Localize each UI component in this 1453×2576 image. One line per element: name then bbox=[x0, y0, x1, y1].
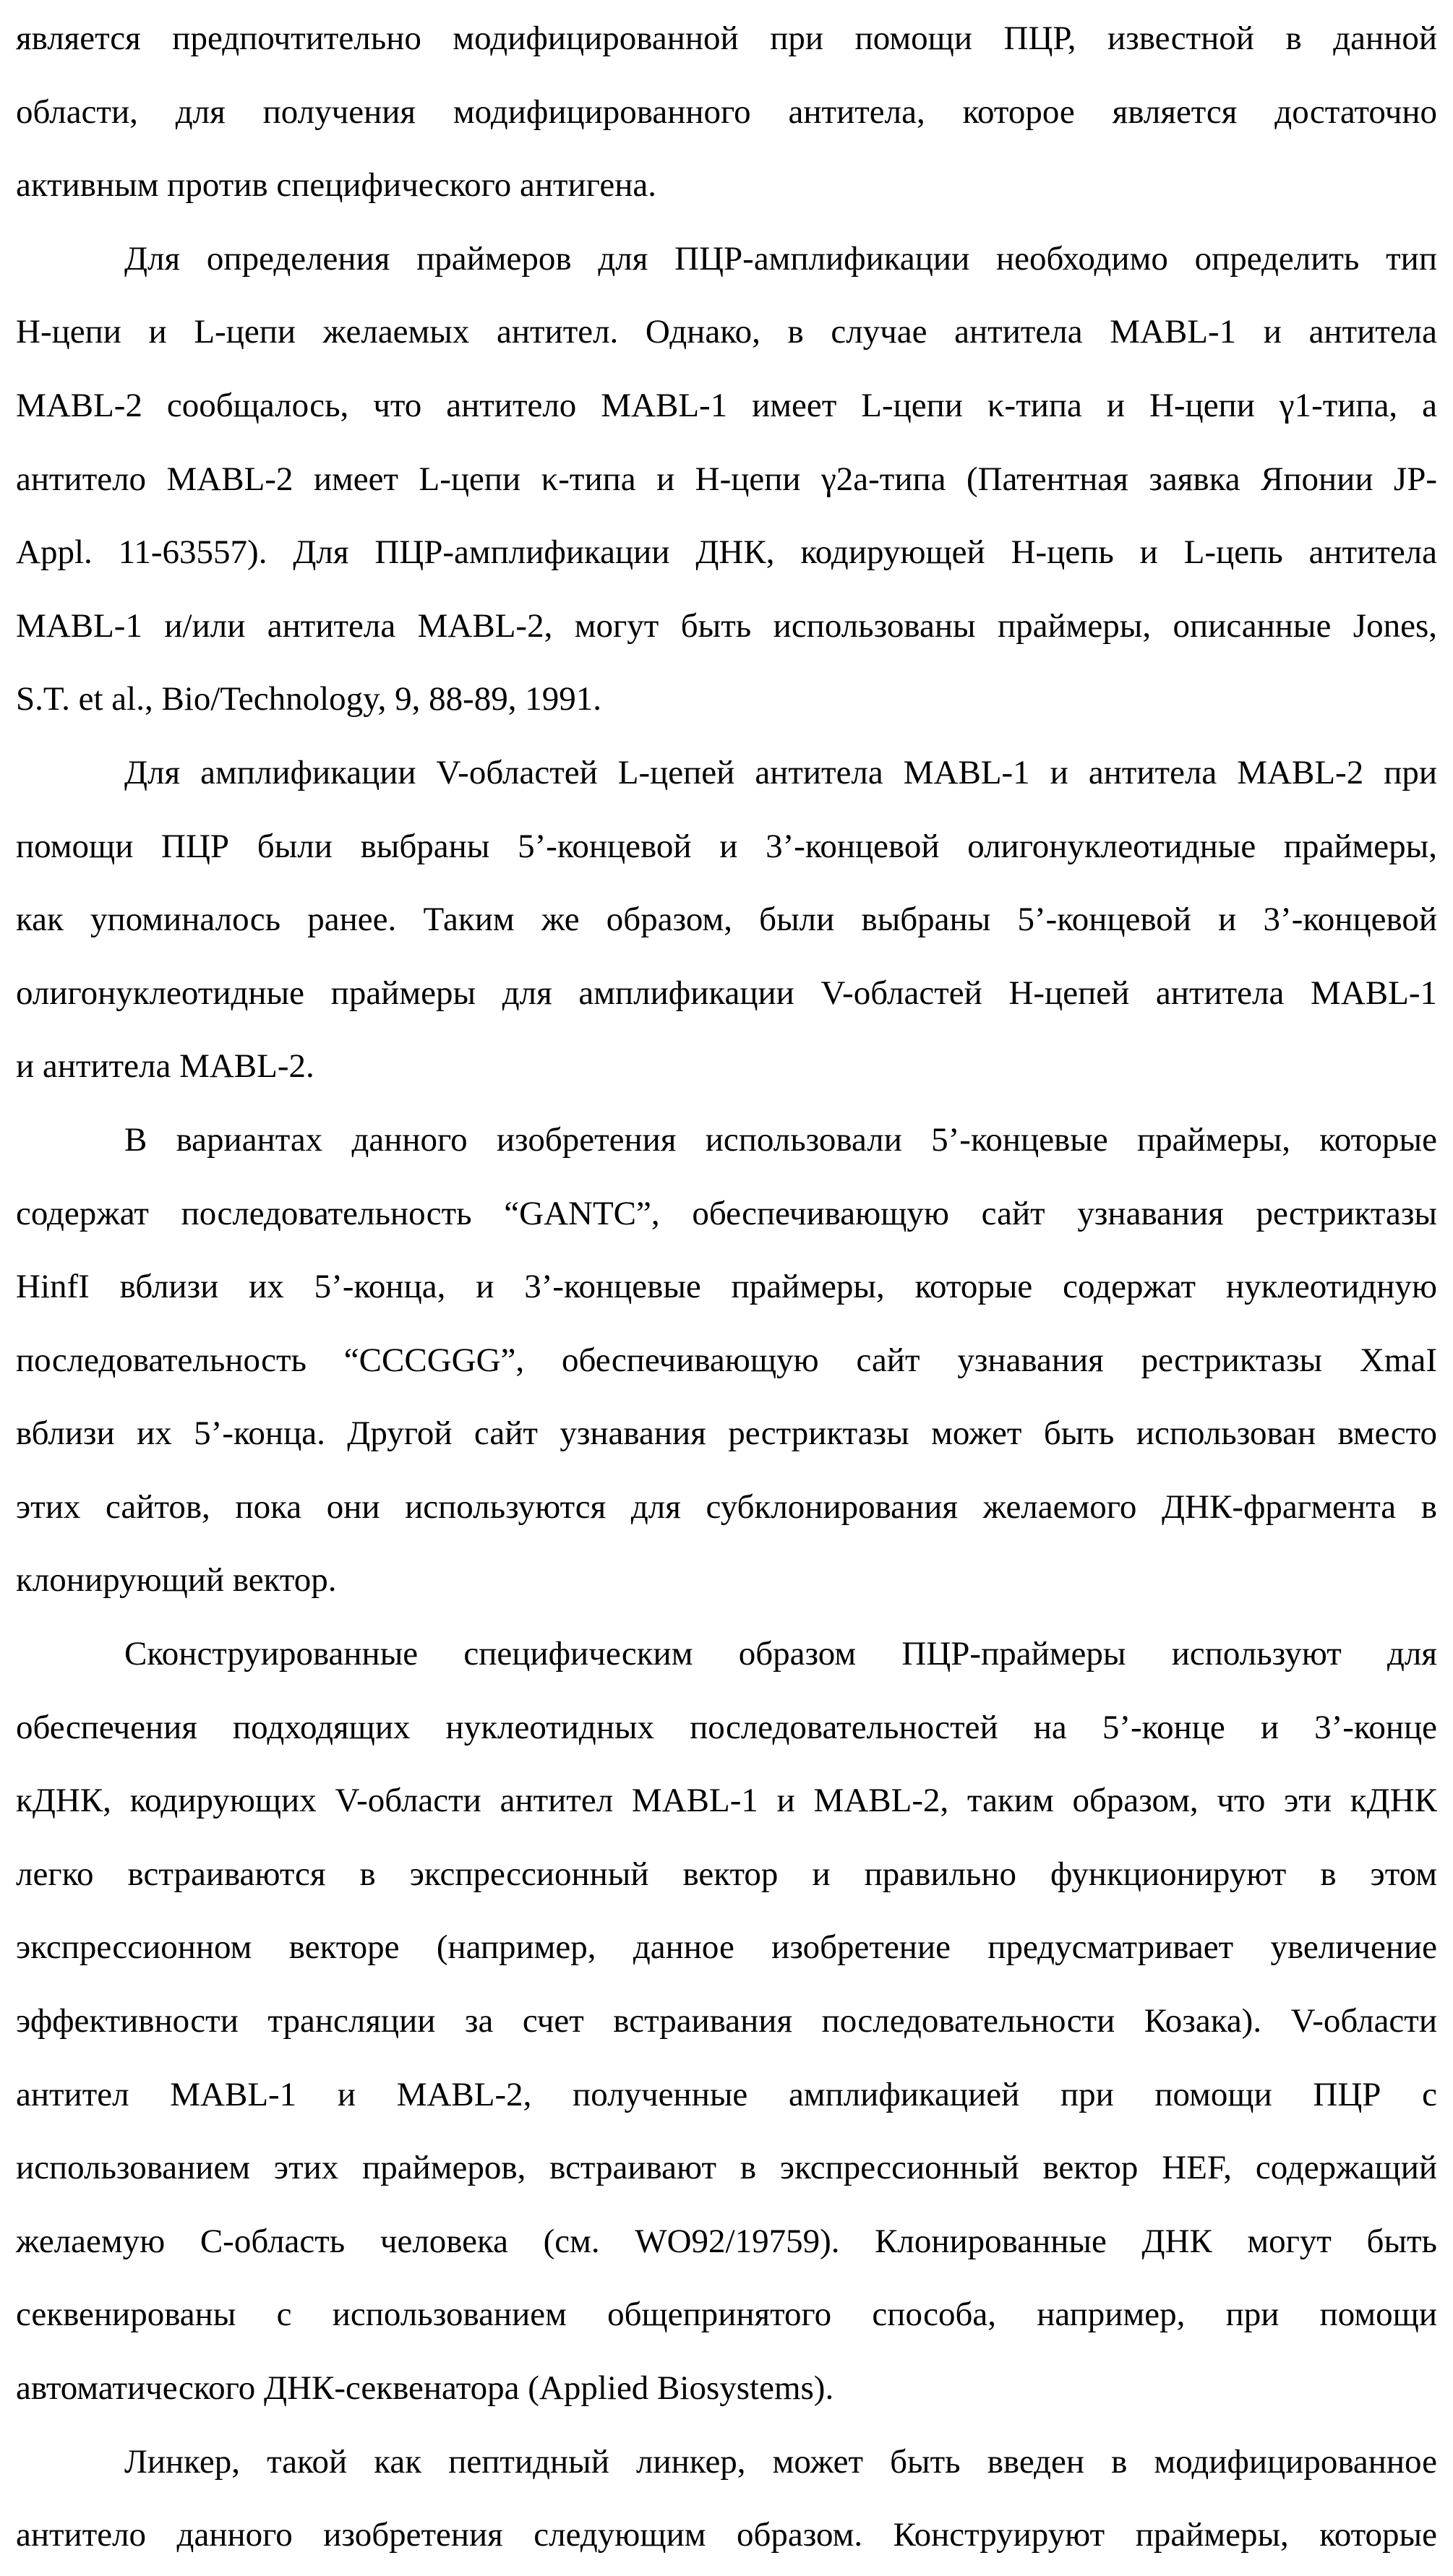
text-line: Для определения праймеров для ПЦР-амплификации необходимо определить тип bbox=[124, 239, 1437, 278]
text-line: антител MABL-1 и MABL-2, полученные амплификацией при помощи ПЦР с bbox=[16, 2075, 1437, 2113]
text-line: HinfI вблизи их 5’-конца, и 3’-концевые праймеры, которые содержат нуклеотидную bbox=[16, 1268, 1437, 1306]
text-line: Сконструированные специфическим образом ПЦР-праймеры используют для bbox=[124, 1635, 1437, 1673]
paragraph bbox=[16, 226, 1437, 740]
text-line: использованием этих праймеров, встраивают в экспрессионный вектор HEF, содержащий bbox=[16, 2149, 1437, 2187]
text-line: экспрессионном векторе (например, данное изобретение предусматривает увеличение bbox=[16, 1928, 1437, 1967]
text-line: антитело MABL-2 имеет L-цепи κ-типа и H-цепи γ2a-типа (Патентная заявка Японии JP- bbox=[16, 460, 1437, 498]
text-line: клонирующий вектор. bbox=[16, 1561, 337, 1600]
paragraph bbox=[16, 1621, 1437, 2429]
text-line: содержат последовательность “GANTC”, обеспечивающую сайт узнавания рестриктазы bbox=[16, 1194, 1437, 1232]
text-line: MABL-2 сообщалось, что антитело MABL-1 имеет L-цепи κ-типа и H-цепи γ1-типа, а bbox=[16, 386, 1437, 424]
text-line: области, для получения модифицированного антитела, которое является достаточно bbox=[16, 93, 1437, 131]
text-line: Линкер, такой как пептидный линкер, может быть введен в модифицированное bbox=[124, 2442, 1437, 2481]
text-line: секвенированы с использованием общепринятого способа, например, при помощи bbox=[16, 2296, 1437, 2334]
text-line: последовательность “CCCGGG”, обеспечивающую сайт узнавания рестриктазы XmaI bbox=[16, 1341, 1437, 1379]
text-line: этих сайтов, пока они используются для субклонирования желаемого ДНК-фрагмента в bbox=[16, 1487, 1437, 1526]
text-line: автоматического ДНК-секвенатора (Applied Biosystems). bbox=[16, 2369, 834, 2407]
text-line: S.T. et al., Bio/Technology, 9, 88-89, 1991. bbox=[16, 680, 601, 718]
text-line: активным против специфического антигена. bbox=[16, 166, 656, 205]
text-line: MABL-1 и/или антитела MABL-2, могут быть использованы праймеры, описанные Jones, bbox=[16, 606, 1437, 645]
text-line: желаемую C-область человека (см. WO92/19759). Клонированные ДНК могут быть bbox=[16, 2222, 1437, 2260]
text-line: антитело данного изобретения следующим образом. Конструируют праймеры, которые bbox=[16, 2516, 1437, 2554]
text-line: вблизи их 5’-конца. Другой сайт узнавания рестриктазы может быть использован вместо bbox=[16, 1414, 1437, 1453]
text-line: помощи ПЦР были выбраны 5’-концевой и 3’-концевой олигонуклеотидные праймеры, bbox=[16, 827, 1437, 865]
text-line: Appl. 11-63557). Для ПЦР-амплификации ДНК, кодирующей H-цепь и L-цепь антитела bbox=[16, 533, 1437, 572]
text-line: Для амплификации V-областей L-цепей антитела MABL-1 и антитела MABL-2 при bbox=[124, 753, 1437, 791]
text-line: как упоминалось ранее. Таким же образом, были выбраны 5’-концевой и 3’-концевой bbox=[16, 901, 1437, 939]
text-line: В вариантах данного изобретения использовали 5’-концевые праймеры, которые bbox=[124, 1120, 1437, 1159]
paragraph bbox=[16, 740, 1437, 1107]
paragraph bbox=[16, 0, 1437, 226]
paragraph bbox=[16, 1107, 1437, 1621]
text-line: легко встраиваются в экспрессионный вектор и правильно функционируют в этом bbox=[16, 1855, 1437, 1893]
text-line: олигонуклеотидные праймеры для амплификации V-областей H-цепей антитела MABL-1 bbox=[16, 974, 1437, 1012]
document-page bbox=[16, 0, 1437, 2576]
text-line: эффективности трансляции за счет встраивания последовательности Козака). V-области bbox=[16, 2002, 1437, 2040]
text-line: H-цепи и L-цепи желаемых антител. Однако, в случае антитела MABL-1 и антитела bbox=[16, 313, 1437, 351]
text-line: и антитела MABL-2. bbox=[16, 1047, 314, 1086]
text-line: является предпочтительно модифицированной при помощи ПЦР, известной в данной bbox=[16, 20, 1437, 57]
text-line: обеспечения подходящих нуклеотидных последовательностей на 5’-конце и 3’-конце bbox=[16, 1708, 1437, 1746]
text-line: кДНК, кодирующих V-области антител MABL-1 и MABL-2, таким образом, что эти кДНК bbox=[16, 1782, 1437, 1820]
paragraph bbox=[16, 2429, 1437, 2576]
